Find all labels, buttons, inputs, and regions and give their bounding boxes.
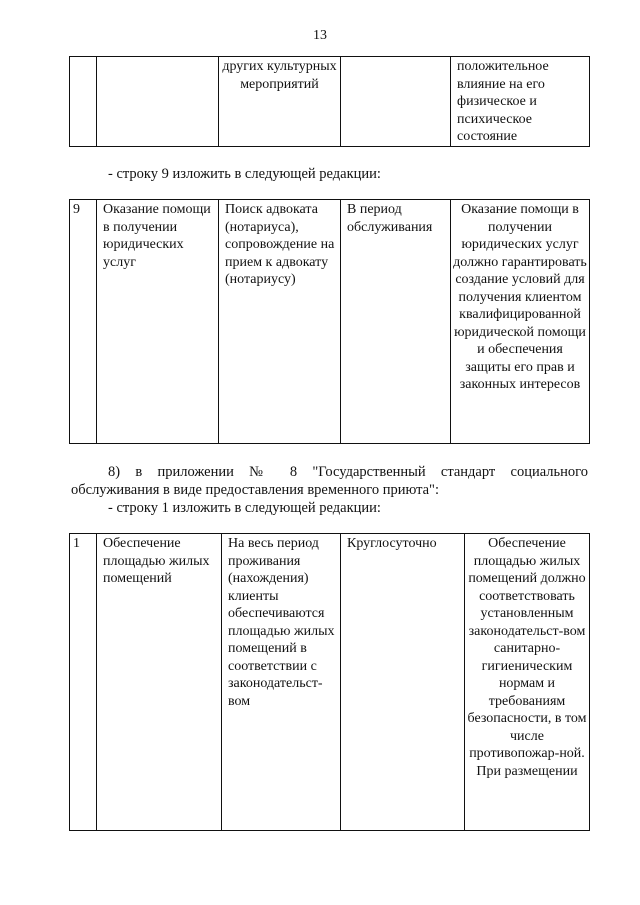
cell-service [97, 57, 219, 147]
cell-number: 9 [70, 200, 97, 444]
cell-description: других культурных мероприятий [219, 57, 341, 147]
cell-result: Оказание помощи в получении юридических услуг должно гарантировать создание условий для получения клиентом квалифицированной юридической помощи и обеспечения защиты его прав и законных интересов [451, 200, 590, 444]
paragraph-appendix-8-line1: 8) в приложении № 8 "Государственный стандарт социального [108, 464, 588, 480]
cell-description: Поиск адвоката (нотариуса), сопровождение на прием к адвокату (нотариусу) [219, 200, 341, 444]
table-row-9 [69, 199, 590, 444]
cell-result: Обеспечение площадью жилых помещений должно соответствовать установленным законодательст-вом санитарно-гигиеническим нормам и требованиям безопасности, в том числе противопожар-ной. При размещении [465, 534, 590, 831]
cell-service: Обеспечение площадью жилых помещений [97, 534, 222, 831]
table-continuation [69, 56, 590, 147]
instruction-row-9: - строку 9 изложить в следующей редакции: [108, 166, 381, 182]
page-number: 13 [313, 28, 327, 43]
paragraph-appendix-8-line2: обслуживания в виде предоставления временного приюта": [71, 482, 440, 498]
table-row [70, 57, 590, 147]
cell-period [341, 57, 451, 147]
table-row-1 [69, 533, 590, 831]
instruction-row-1: - строку 1 изложить в следующей редакции: [108, 500, 381, 516]
cell-period: В период обслуживания [341, 200, 451, 444]
table-row [70, 534, 590, 831]
cell-description: На весь период проживания (нахождения) клиенты обеспечиваются площадью жилых помещений в соответствии с законодательст-вом [222, 534, 341, 831]
cell-number: 1 [70, 534, 97, 831]
cell-period: Круглосуточно [341, 534, 465, 831]
cell-number [70, 57, 97, 147]
cell-result: положительное влияние на его физическое и психическое состояние [451, 57, 590, 147]
table-row [70, 200, 590, 444]
cell-service: Оказание помощи в получении юридических услуг [97, 200, 219, 444]
